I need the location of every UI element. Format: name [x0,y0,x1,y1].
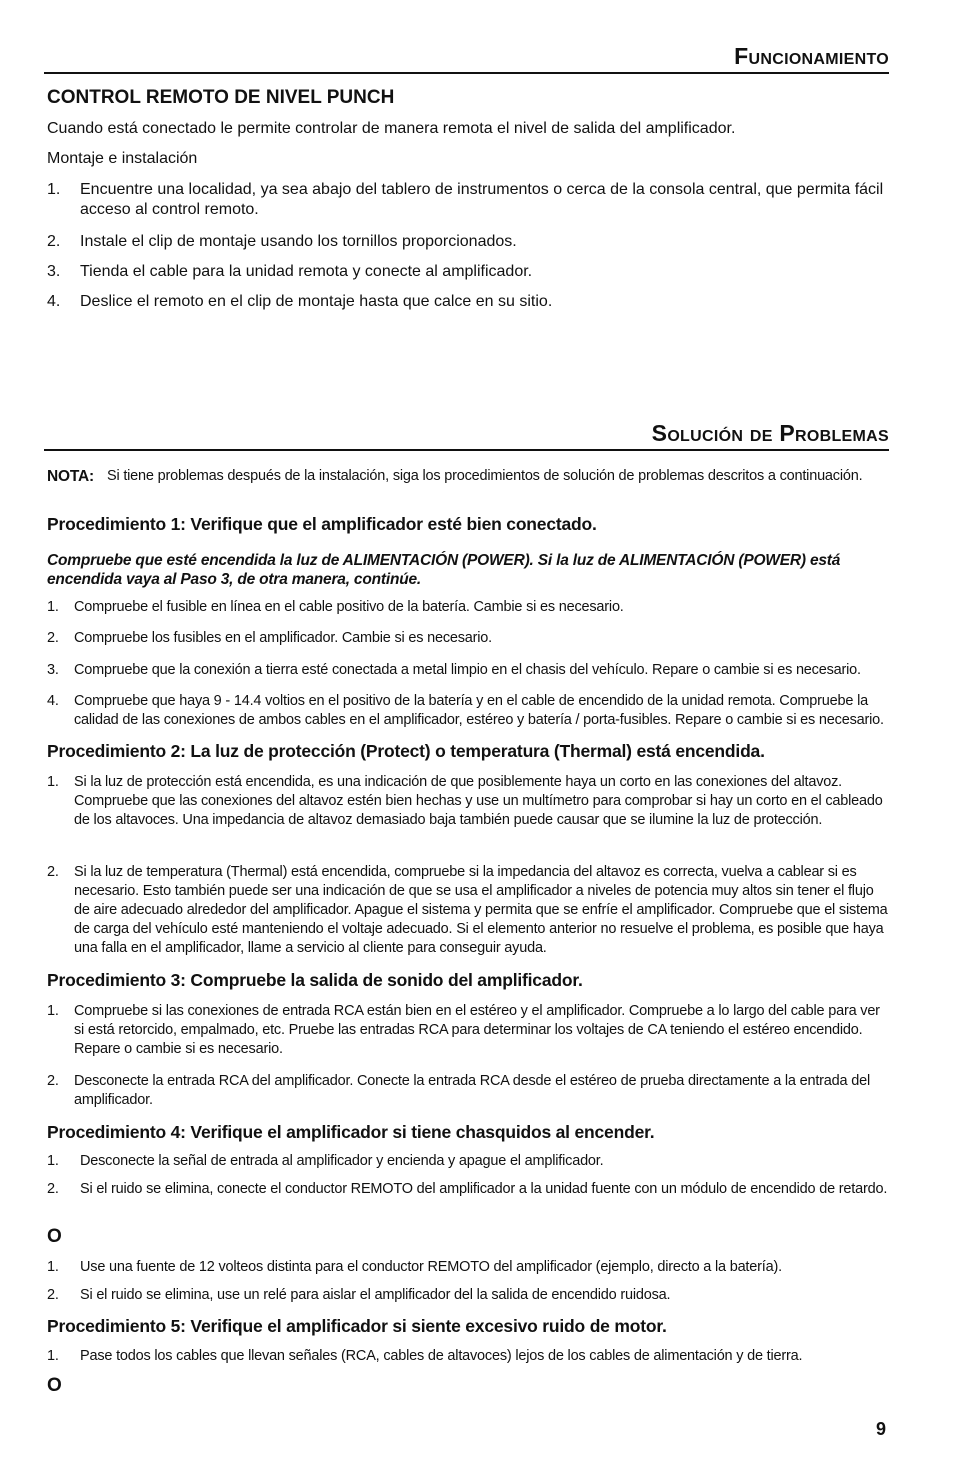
list-number: 2. [47,1181,59,1197]
list-item [47,863,889,958]
list-text: Desconecte la señal de entrada al amplificador y encienda y apague el amplificador. [80,1153,604,1169]
list-number: 2. [47,1073,59,1089]
list-item [47,180,889,220]
section-header-solucion: Solución de Problemas [44,422,889,451]
list-text: Deslice el remoto en el clip de montaje hasta que calce en su sitio. [80,293,553,310]
list-number: 1. [47,1259,59,1275]
list-number: 1. [47,1003,59,1019]
procedure-5-title: Procedimiento 5: Verifique el amplificador si siente excesivo ruido de motor. [47,1316,667,1336]
note-label: NOTA: [47,468,94,485]
list-number: 2. [47,630,59,646]
list-text: Si el ruido se elimina, conecte el conductor REMOTO del amplificador a la unidad fuente con un módulo de encendido de retardo. [80,1181,888,1197]
list-item [47,692,889,730]
note [47,467,889,486]
list-text: Compruebe que la conexión a tierra esté conectada a metal limpio en el chasis del vehículo. Repare o cambie si es necesario. [74,662,861,678]
list-item [47,773,889,830]
note-text: Si tiene problemas después de la instalación, siga los procedimientos de solución de problemas descritos a continuación. [107,468,863,484]
list-item [47,1002,889,1059]
list-text: Use una fuente de 12 volteos distinta para el conductor REMOTO del amplificador (ejemplo, directo a la batería). [80,1259,782,1275]
list-number: 1. [47,1153,59,1169]
list-item [47,1347,889,1366]
list-number: 3. [47,263,61,280]
procedure-2-title: Procedimiento 2: La luz de protección (Protect) o temperatura (Thermal) está encendida. [47,741,765,761]
procedure-1-title: Procedimiento 1: Verifique que el amplificador esté bien conectado. [47,514,597,534]
list-item [47,629,889,648]
list-number: 2. [47,864,59,880]
list-text: Si el ruido se elimina, use un relé para aislar el amplificador del la salida de encendido ruidosa. [80,1287,671,1303]
list-text: Pase todos los cables que llevan señales (RCA, cables de altavoces) lejos de los cables de alimentación y de tierra. [80,1348,803,1364]
list-number: 4. [47,693,59,709]
list-item [47,1258,889,1277]
list-item [47,292,889,312]
list-text: Si la luz de protección está encendida, es una indicación de que posiblemente haya un corto en las conexiones del altavoz. Compruebe que las conexiones del altavoz estén bien hechas y use un multímetro para comprobar si hay un corto en el cableado de los altavoces. Una impedancia de altavoz demasiado baja también puede causar que se ilumine la luz de protección. [74,774,883,828]
or-separator: O [47,1375,62,1396]
list-number: 4. [47,293,61,310]
list-item [47,232,889,252]
list-item [47,661,889,680]
list-number: 1. [47,1348,59,1364]
remote-title: CONTROL REMOTO DE NIVEL PUNCH [47,87,395,108]
list-text: Instale el clip de montaje usando los tornillos proporcionados. [80,233,517,250]
list-text: Si la luz de temperatura (Thermal) está encendida, compruebe si la impedancia del altavoz es correcta, vuelva a cablear si es necesario. Esto también puede ser una indicación de que se usa el amplificador a niveles de potencia muy altos sin tener el flujo de aire adecuado alrededor del amplificador. Apague el sistema y permita que se enfríe el amplificador. Compruebe que el sistema de carga del vehículo esté manteniendo el voltaje adecuado. Si el elemento anterior no resuelve el problema, es posible que haya una falla en el amplificador, llame a servicio al cliente para conseguir ayuda. [74,864,888,956]
list-item [47,1180,889,1199]
list-text: Compruebe que haya 9 - 14.4 voltios en el positivo de la batería y en el cable de encendido de la unidad remota. Compruebe la calidad de las conexiones de ambos cables en el amplificador, estéreo y batería / porta-fusibles. Repare o cambie si es necesario. [74,693,884,728]
page-number: 9 [875,1419,886,1439]
list-number: 1. [47,181,61,198]
list-number: 3. [47,662,59,678]
list-text: Encuentre una localidad, ya sea abajo del tablero de instrumentos o cerca de la consola central, que permita fácil acceso al control remoto. [80,181,884,218]
section-header-funcionamiento: Funcionamiento [44,45,889,74]
list-text: Compruebe el fusible en línea en el cable positivo de la batería. Cambie si es necesario. [74,599,624,615]
procedure-3-title: Procedimiento 3: Compruebe la salida de sonido del amplificador. [47,970,583,990]
list-text: Desconecte la entrada RCA del amplificador. Conecte la entrada RCA desde el estéreo de prueba directamente a la entrada del amplificador. [74,1073,870,1108]
list-item [47,1286,889,1305]
list-item [47,598,889,617]
list-number: 1. [47,599,59,615]
list-number: 2. [47,233,61,250]
procedure-1-emphasis: Compruebe que esté encendida la luz de ALIMENTACIÓN (POWER). Si la luz de ALIMENTACIÓN (POWER) está encendida vaya al Paso 3, de otra manera, continúe. [47,552,841,588]
list-item [47,1152,889,1171]
list-number: 2. [47,1287,59,1303]
list-item [47,262,889,282]
procedure-4-title: Procedimiento 4: Verifique el amplificador si tiene chasquidos al encender. [47,1122,655,1142]
list-number: 1. [47,774,59,790]
remote-intro: Cuando está conectado le permite controlar de manera remota el nivel de salida del amplificador. [47,120,736,137]
list-text: Compruebe los fusibles en el amplificador. Cambie si es necesario. [74,630,492,646]
list-item [47,1072,889,1110]
remote-subheading: Montaje e instalación [47,150,198,167]
or-separator: O [47,1226,62,1247]
list-text: Compruebe si las conexiones de entrada RCA están bien en el estéreo y el amplificador. Compruebe a lo largo del cable para ver si está retorcido, empalmado, etc. Pruebe las entradas RCA para determinar los voltajes de CA teniendo el estéreo encendido. Repare o cambie si es necesario. [74,1003,880,1057]
list-text: Tienda el cable para la unidad remota y conecte al amplificador. [80,263,533,280]
